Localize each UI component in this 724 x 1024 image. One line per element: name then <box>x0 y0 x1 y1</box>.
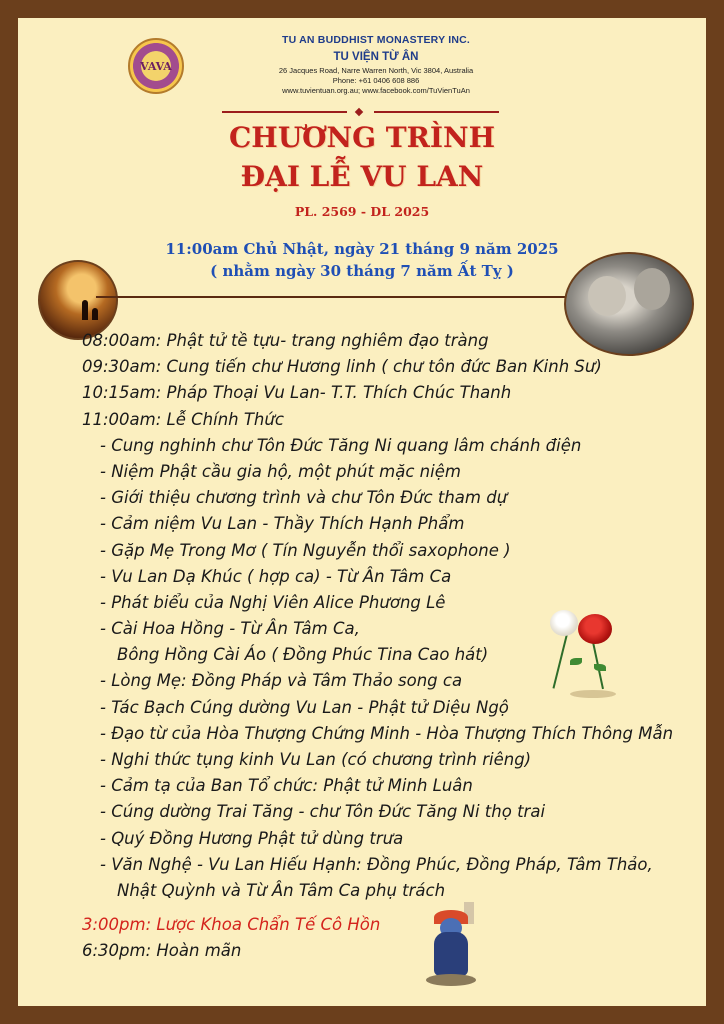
lotus-logo-icon <box>128 38 184 94</box>
schedule-item: - Cảm tạ của Ban Tổ chức: Phật tử Minh Luân <box>100 776 473 796</box>
guardian-deity-statue-icon <box>420 902 484 992</box>
schedule-item: - Niệm Phật cầu gia hộ, một phút mặc niệm <box>100 461 461 481</box>
org-name-en: TU AN BUDDHIST MONASTERY INC. <box>282 34 470 46</box>
schedule-item: - Vu Lan Dạ Khúc ( hợp ca) - Từ Ân Tâm Ca <box>100 566 452 586</box>
lunar-date: ( nhằm ngày 30 tháng 7 năm Ất Tỵ ) <box>210 262 514 280</box>
schedule-item: - Cúng dường Trai Tăng - chư Tôn Đức Tăng Ni thọ trai <box>100 802 546 822</box>
rose-leaf-left <box>570 658 582 665</box>
face-woman <box>588 276 626 316</box>
org-phone: Phone: +61 0406 608 886 <box>332 76 420 85</box>
schedule-item: - Đạo từ của Hòa Thượng Chứng Minh - Hòa Thượng Thích Thông Mẫn <box>100 723 674 743</box>
event-date: 11:00am Chủ Nhật, ngày 21 tháng 9 năm 2025 <box>165 240 559 258</box>
ornament-diamond-icon <box>355 108 363 116</box>
section-divider <box>96 296 586 298</box>
schedule-item: 08:00am: Phật tử tề tựu- trang nghiêm đạo tràng <box>82 331 489 350</box>
org-name-vi: TU VIỆN TỪ ÂN <box>333 51 419 63</box>
deity-body <box>434 932 468 976</box>
org-website: www.tuvientuan.org.au; www.facebook.com/TuVienTuAn <box>282 86 470 95</box>
schedule-item: 09:30am: Cung tiến chư Hương linh ( chư tôn đức Ban Kinh Sư) <box>82 357 602 377</box>
white-rose-icon <box>550 610 578 636</box>
schedule-item: - Cài Hoa Hồng - Từ Ân Tâm Ca, <box>100 619 360 639</box>
program-poster <box>18 18 706 1006</box>
schedule-item: 3:00pm: Lược Khoa Chẩn Tế Cô Hồn <box>82 915 381 935</box>
schedule-item: - Văn Nghệ - Vu Lan Hiếu Hạnh: Đồng Phúc, Đồng Pháp, Tâm Thảo, <box>100 854 653 874</box>
schedule-item: - Cung nghinh chư Tôn Đức Tăng Ni quang lâm chánh điện <box>100 435 582 455</box>
white-and-red-rose-icon <box>548 608 628 704</box>
schedule-item: 6:30pm: Hoàn mãn <box>82 941 242 961</box>
schedule-item: 10:15am: Pháp Thoại Vu Lan- T.T. Thích Chúc Thanh <box>82 383 512 403</box>
title-line-2: ĐẠI LỄ VU LAN <box>240 160 484 193</box>
face-man <box>634 268 670 310</box>
schedule-item: 11:00am: Lễ Chính Thức <box>82 409 284 429</box>
rose-shadow <box>570 690 616 698</box>
schedule-item: Bông Hồng Cài Áo ( Đồng Phúc Tina Cao hát) <box>117 645 489 665</box>
rose-stem-left <box>552 634 567 689</box>
deity-base <box>426 974 476 986</box>
figure-child <box>92 308 98 320</box>
header-ornament <box>222 109 502 115</box>
ornament-line-left <box>222 111 347 113</box>
schedule-item: - Lòng Mẹ: Đồng Pháp và Tâm Thảo song ca <box>100 671 463 691</box>
schedule-item: - Cảm niệm Vu Lan - Thầy Thích Hạnh Phẩm <box>100 514 465 534</box>
organization-info <box>246 34 506 96</box>
era-label: PL. 2569 - DL 2025 <box>294 204 430 219</box>
schedule-item: - Giới thiệu chương trình và chư Tôn Đức tham dự <box>100 488 508 508</box>
schedule-item: Nhật Quỳnh và Từ Ân Tâm Ca phụ trách <box>117 880 446 900</box>
schedule-item: - Nghi thức tụng kinh Vu Lan (có chương trình riêng) <box>100 750 532 769</box>
red-rose-icon <box>578 614 612 644</box>
org-address: 26 Jacques Road, Narre Warren North, Vic 3804, Australia <box>278 66 474 75</box>
figure-adult <box>82 300 88 320</box>
schedule-item: - Gặp Mẹ Trong Mơ ( Tín Nguyễn thổi saxophone ) <box>100 540 511 560</box>
schedule-item: - Quý Đồng Hương Phật tử dùng trưa <box>100 828 404 848</box>
title-line-1: CHƯƠNG TRÌNH <box>228 121 496 154</box>
ornament-line-right <box>374 111 499 113</box>
schedule-item: - Phát biểu của Nghị Viên Alice Phương Lê <box>100 592 446 612</box>
rose-leaf-right <box>594 664 606 671</box>
schedule-item: - Tác Bạch Cúng dường Vu Lan - Phật tử Diệu Ngộ <box>100 697 509 717</box>
logo-text: VAVA <box>140 59 172 73</box>
